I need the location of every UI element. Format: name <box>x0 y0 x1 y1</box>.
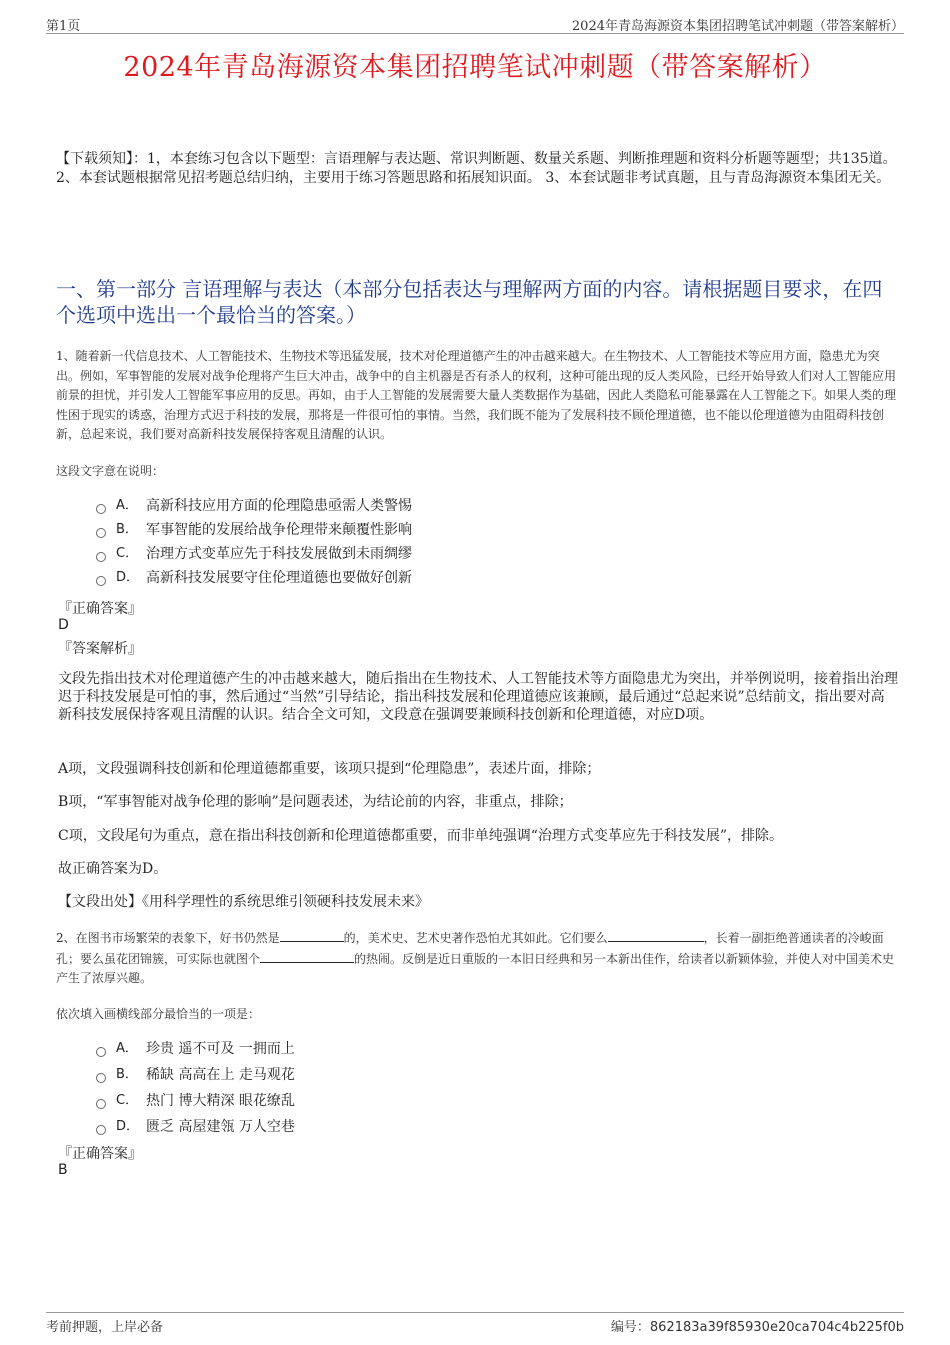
radio-icon[interactable] <box>96 1099 106 1109</box>
question-1-option-d[interactable]: D． 高新科技发展要守住伦理道德也要做好创新 <box>96 566 596 590</box>
question-2-text: 2、在图书市场繁荣的表象下，好书仍然是 的，美术史、艺术史著作恐怕尤其如此。它们要么 ，长着一副拒绝普通读者的冷峻面孔；要么虽花团锦簇，可实际也就图个 的热闹。反倒是近日重版的一本旧日经典和另一本新出佳作，给读者以新颖体验，并使人对中国美术史产生了浓厚兴趣。 <box>56 928 900 989</box>
question-1-analysis-main: 文段先指出技术对伦理道德产生的冲击越来越大，随后指出在生物技术、人工智能技术等方面隐患尤为突出，并举例说明，接着指出治理迟于科技发展是可怕的事，然后通过“当然”引导结论，指出科技发展和伦理道德应该兼顾，最后通过“总起来说”总结前文，指出要对高新科技发展保持客观且清醒的认识。结合全文可知，文段意在强调要兼顾科技创新和伦理道德，对应D项。 <box>58 671 898 723</box>
question-1-analysis-b: B项，“军事智能对战争伦理的影响”是问题表述，为结论前的内容，非重点，排除； <box>58 794 573 810</box>
question-2-answer-label: 『正确答案』 <box>58 1146 142 1162</box>
radio-icon[interactable] <box>96 528 106 538</box>
radio-icon[interactable] <box>96 1125 106 1135</box>
download-notice: 【下载须知】：1，本套练习包含以下题型：言语理解与表达题、常识判断题、数量关系题、判断推理题和资料分析题等题型；共135道。 2、本套试题根据常见招考题总结归纳，主要用于练习答题思路和拓展知识面。 3、本套试题非考试真题，且与青岛海源资本集团无关。 <box>56 151 897 186</box>
footer-code: 编号：862183a39f85930e20ca704c4b225f0b <box>610 1320 904 1335</box>
radio-icon[interactable] <box>96 1047 106 1057</box>
question-1-text: 1、随着新一代信息技术、人工智能技术、生物技术等迅猛发展，技术对伦理道德产生的冲击越来越大。在生物技术、人工智能技术等应用方面，隐患尤为突出。例如，军事智能的发展对战争伦理将产生巨大冲击，战争中的自主机器是否有杀人的权利，这种可能出现的反人类风险，已经开始导致人们对人工智能应用前景的担忧，并引发人工智能军事应用的反思。再如，由于人工智能的发展需要大量人类数据作为基础，因此人类隐私可能暴露在人工智能之下。如果人类的理性困于现实的诱惑，治理方式迟于科技的发展，那将是一件很可怕的事情。当然，我们既不能为了发展科技不顾伦理道德，也不能以伦理道德为由阻碍科技创新，总起来说，我们要对高新科技发展保持客观且清醒的认识。 <box>56 349 897 441</box>
question-2-options <box>96 1036 596 1140</box>
footer-slogan: 考前押题，上岸必备 <box>46 1320 164 1335</box>
question-2-option-d[interactable]: D． 匮乏 高屋建瓴 万人空巷 <box>96 1114 596 1140</box>
question-1-source: 【文段出处】《用科学理性的系统思维引领硬科技发展未来》 <box>58 894 429 910</box>
question-1-analysis-label: 『答案解析』 <box>58 641 142 657</box>
question-2-option-a[interactable]: A． 珍贵 遥不可及 一拥而上 <box>96 1036 596 1062</box>
blank-line-2 <box>608 928 704 942</box>
question-2-prompt: 依次填入画横线部分最恰当的一项是： <box>56 1007 261 1021</box>
radio-icon[interactable] <box>96 1073 106 1083</box>
question-2-option-b[interactable]: B． 稀缺 高高在上 走马观花 <box>96 1062 596 1088</box>
question-1-option-a[interactable]: A． 高新科技应用方面的伦理隐患亟需人类警惕 <box>96 494 596 518</box>
radio-icon[interactable] <box>96 552 106 562</box>
question-1-options <box>96 494 596 590</box>
question-2-option-c[interactable]: C． 热门 博大精深 眼花缭乱 <box>96 1088 596 1114</box>
radio-icon[interactable] <box>96 576 106 586</box>
radio-icon[interactable] <box>96 504 106 514</box>
question-1-answer-label: 『正确答案』 <box>58 601 142 617</box>
question-1-prompt: 这段文字意在说明： <box>56 464 165 478</box>
question-1-answer: D <box>58 617 69 633</box>
question-1-option-c[interactable]: C． 治理方式变革应先于科技发展做到未雨绸缪 <box>96 542 596 566</box>
header-doc-name: 2024年青岛海源资本集团招聘笔试冲刺题（带答案解析） <box>571 19 904 34</box>
page-number: 第1页 <box>46 19 81 34</box>
section-heading: 一、第一部分 言语理解与表达（本部分包括表达与理解两方面的内容。请根据题目要求，在四个选项中选出一个最恰当的答案。） <box>56 277 883 327</box>
blank-line-1 <box>280 928 344 942</box>
page-header <box>46 14 904 34</box>
page-footer <box>46 1312 904 1336</box>
question-1-option-b[interactable]: B． 军事智能的发展给战争伦理带来颠覆性影响 <box>96 518 596 542</box>
question-1-analysis-c: C项，文段尾句为重点，意在指出科技创新和伦理道德都重要，而非单纯强调“治理方式变革应先于科技发展”，排除。 <box>58 828 784 844</box>
question-1-analysis-conclusion: 故正确答案为D。 <box>58 861 168 877</box>
question-2-answer: B <box>58 1162 68 1178</box>
document-title: 2024年青岛海源资本集团招聘笔试冲刺题（带答案解析） <box>123 52 827 83</box>
question-1-analysis-a: A项，文段强调科技创新和伦理道德都重要，该项只提到“伦理隐患”，表述片面，排除； <box>58 761 601 777</box>
blank-line-3 <box>260 949 354 963</box>
